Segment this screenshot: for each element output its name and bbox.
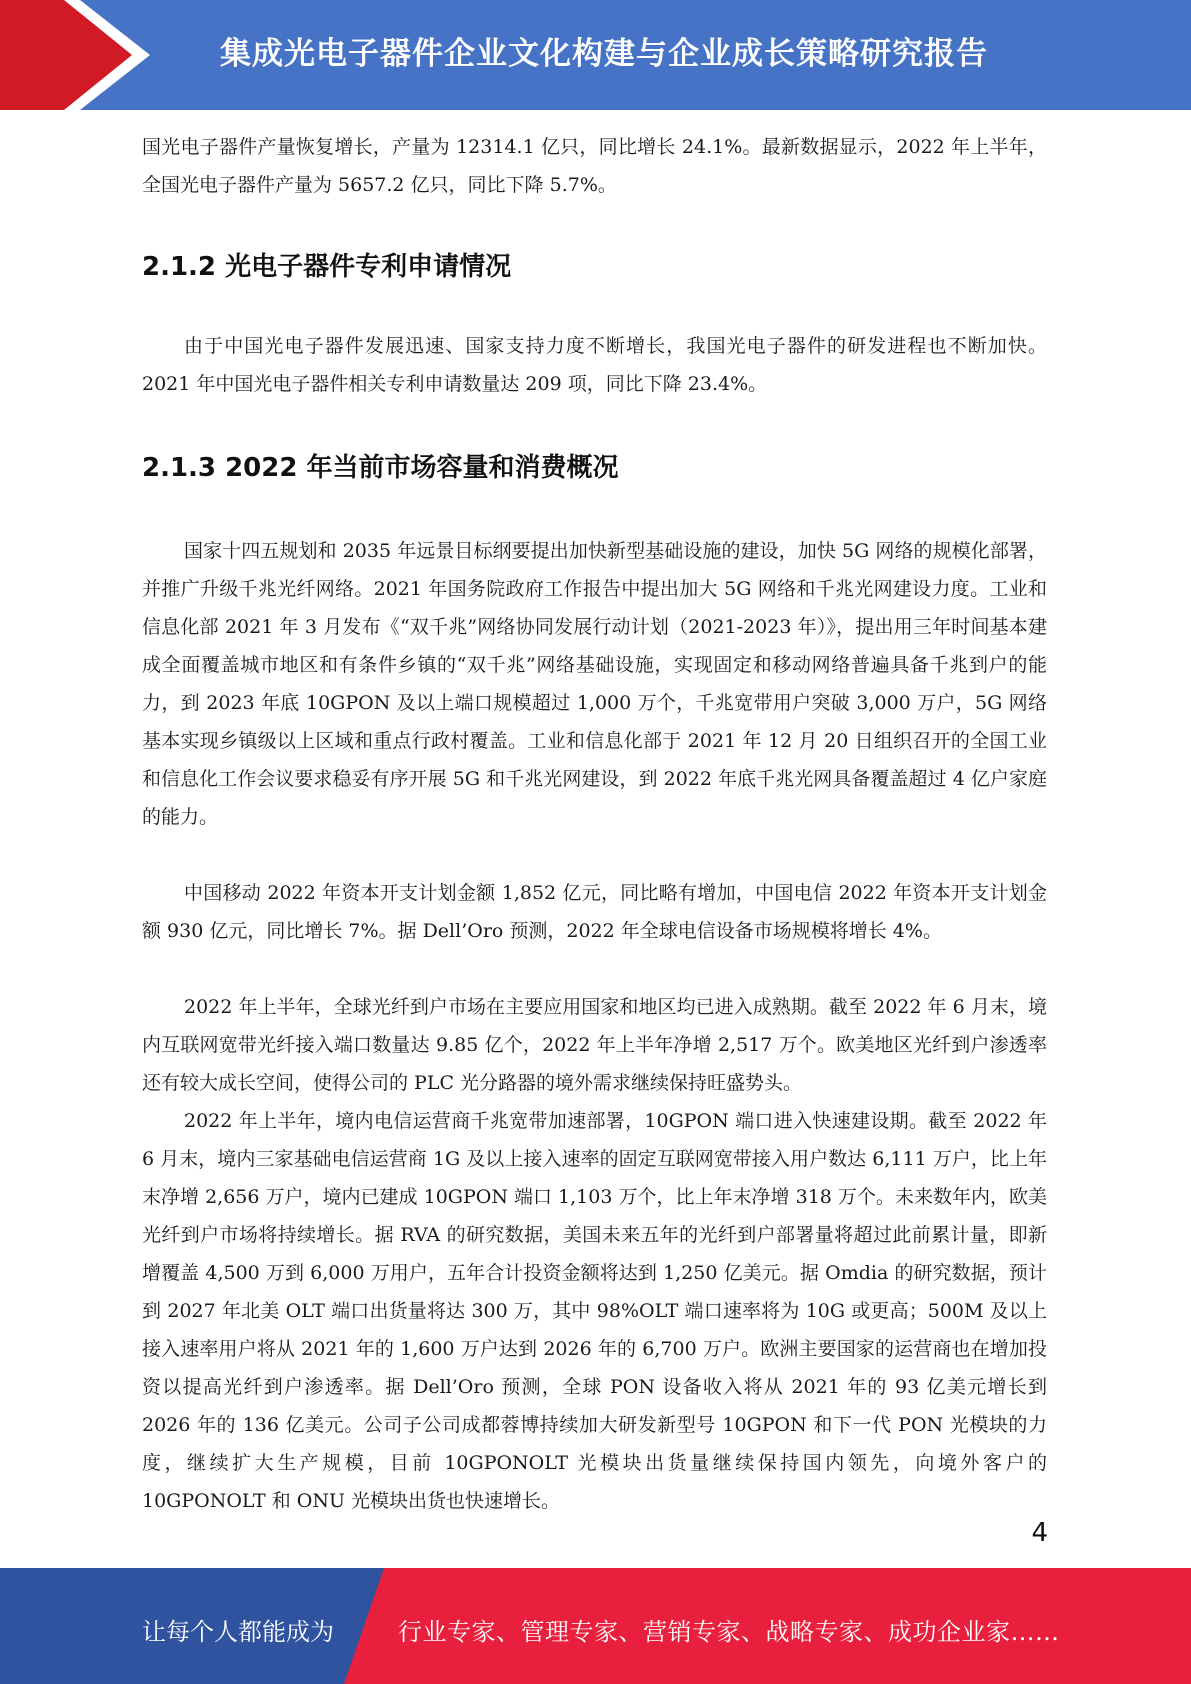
page-number: 4 <box>1031 1518 1048 1548</box>
report-title: 集成光电子器件企业文化构建与企业成长策略研究报告 <box>220 36 988 72</box>
footer-slogan-right: 行业专家、管理专家、营销专家、战略专家、成功企业家…… <box>398 1618 1060 1646</box>
header-chevron-decoration <box>0 0 160 110</box>
section-2-1-3-paragraph-4: 2022 年上半年，境内电信运营商千兆宽带加速部署，10GPON 端口进入快速建设期。截至 2022 年 6 月末，境内三家基础电信运营商 1G 及以上接入速率的固定互联网宽带接入用户数达 6,111 万户，比上年末净增 2,656 万户，境内已建成 10GPON 端口 1,103 万个，比上年末净增 318 万个。未来数年内，欧美光纤到户市场将持续增长。据 RVA 的研究数据，美国未来五年的光纤到户部署量将超过此前累计量，即新增覆盖 4,500 万到 6,000 万用户，五年合计投资金额将达到 1,250 亿美元。据 Omdia 的研究数据，预计到 2027 年北美 OLT 端口出货量将达 300 万，其中 98%OLT 端口速率将为 10G 或更高；500M 及以上接入速率用户将从 2021 年的 1,600 万户达到 2026 年的 6,700 万户。欧洲主要国家的运营商也在增加投资以提高光纤到户渗透率。据 Dell’Oro 预测，全球 PON 设备收入将从 2021 年的 93 亿美元增长到 2026 年的 136 亿美元。公司子公司成都蓉博持续加大研发新型号 10GPON 和下一代 PON 光模块的力度，继续扩大生产规模，目前 10GPONOLT 光模块出货量继续保持国内领先，向境外客户的 10GPONOLT 和 ONU 光模块出货也快速增长。 <box>142 1110 1047 1512</box>
footer-slogan-left: 让每个人都能成为 <box>142 1618 334 1646</box>
page-content <box>142 128 1047 1520</box>
section-heading-2-1-3: 2.1.3 2022 年当前市场容量和消费概况 <box>142 453 619 483</box>
section-2-1-3-paragraph-1: 国家十四五规划和 2035 年远景目标纲要提出加快新型基础设施的建设，加快 5G 网络的规模化部署，并推广升级千兆光纤网络。2021 年国务院政府工作报告中提出加大 5G 网络和千兆光网建设力度。工业和信息化部 2021 年 3 月发布《“双千兆”网络协同发展行动计划（2021-2023 年）》，提出用三年时间基本建成全面覆盖城市地区和有条件乡镇的“双千兆”网络基础设施，实现固定和移动网络普遍具备千兆到户的能力，到 2023 年底 10GPON 及以上端口规模超过 1,000 万个，千兆宽带用户突破 3,000 万户，5G 网络基本实现乡镇级以上区域和重点行政村覆盖。工业和信息化部于 2021 年 12 月 20 日组织召开的全国工业和信息化工作会议要求稳妥有序开展 5G 和千兆光网建设，到 2022 年底千兆光网具备覆盖超过 4 亿户家庭的能力。 <box>142 540 1047 828</box>
header-banner <box>0 0 1191 110</box>
intro-paragraph: 国光电子器件产量恢复增长，产量为 12314.1 亿只，同比增长 24.1%。最新数据显示，2022 年上半年，全国光电子器件产量为 5657.2 亿只，同比下降 5.7%。 <box>142 136 1047 196</box>
footer-banner <box>0 1568 1191 1684</box>
section-2-1-3-paragraph-3: 2022 年上半年，全球光纤到户市场在主要应用国家和地区均已进入成熟期。截至 2022 年 6 月末，境内互联网宽带光纤接入端口数量达 9.85 亿个，2022 年上半年净增 2,517 万个。欧美地区光纤到户渗透率还有较大成长空间，使得公司的 PLC 光分路器的境外需求继续保持旺盛势头。 <box>142 996 1047 1094</box>
section-2-1-3-paragraph-2: 中国移动 2022 年资本开支计划金额 1,852 亿元，同比略有增加，中国电信 2022 年资本开支计划金额 930 亿元，同比增长 7%。据 Dell’Oro 预测，2022 年全球电信设备市场规模将增长 4%。 <box>142 882 1047 942</box>
section-heading-2-1-2: 2.1.2 光电子器件专利申请情况 <box>142 252 512 282</box>
section-2-1-2-paragraph: 由于中国光电子器件发展迅速、国家支持力度不断增长，我国光电子器件的研发进程也不断加快。2021 年中国光电子器件相关专利申请数量达 209 项，同比下降 23.4%。 <box>142 335 1047 395</box>
